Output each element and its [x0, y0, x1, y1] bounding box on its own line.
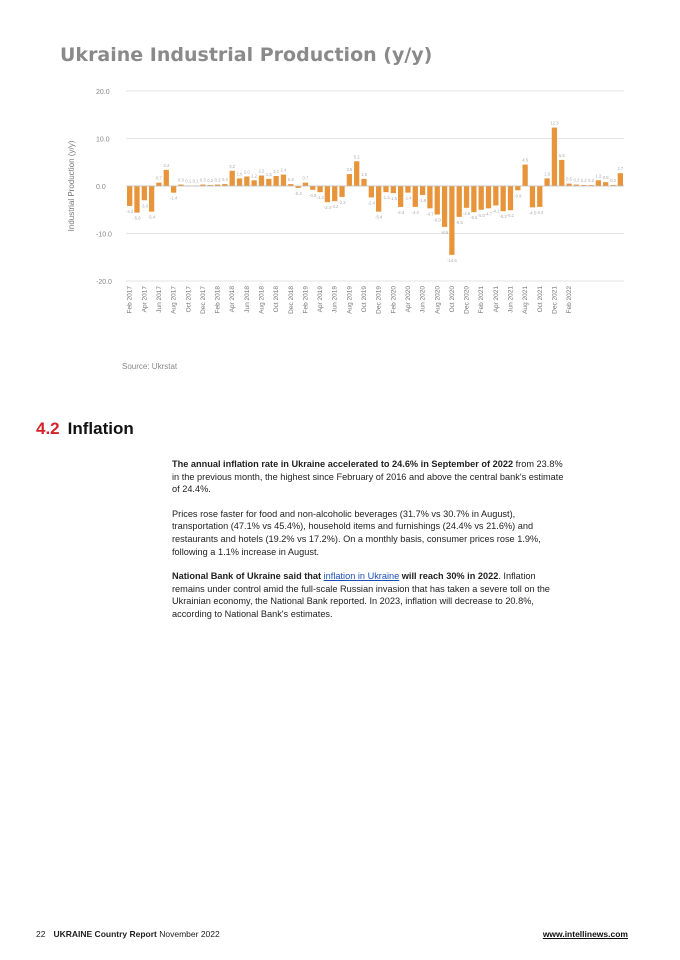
x-tick-label: Feb 2021: [478, 286, 486, 314]
data-label: -1.4: [404, 195, 412, 201]
data-label: -4.5: [528, 210, 537, 216]
data-label: 2.0: [243, 169, 250, 175]
bar: [164, 170, 169, 186]
data-label: -6.5: [455, 219, 463, 225]
data-label: -1.3: [382, 195, 390, 201]
bar: [142, 186, 147, 200]
section-heading: [36, 419, 134, 439]
data-label: -5.1: [506, 213, 515, 219]
bar: [457, 186, 462, 217]
data-label: 2.5: [346, 167, 353, 173]
data-label: -2.3: [338, 199, 346, 205]
bar: [618, 173, 623, 186]
x-tick-label: Apr 2019: [317, 286, 325, 313]
paragraph-2: Prices rose faster for food and non-alcoholic beverages (31.7% vs 30.7% in August), transportation (47.1% vs 45.4%), household items and furnishings (24.4% vs 21.6%) and restaurants and hotels (19.2% vs 17.2%). On a monthly basis, consumer prices rose 1.9%, following a 1.1% increase in August.: [172, 508, 541, 557]
x-tick-label: Oct 2021: [536, 286, 544, 313]
data-label: -3.0: [140, 203, 148, 209]
x-tick-label: Dec 2019: [375, 286, 383, 314]
data-label: 2.7: [617, 166, 624, 172]
x-tick-label: Feb 2022: [566, 286, 574, 314]
paragraph-3: [172, 570, 570, 620]
x-tick-label: Feb 2018: [214, 286, 222, 314]
data-label: 3.4: [163, 162, 170, 168]
data-label: 0.2: [588, 178, 594, 184]
inflation-article: [172, 458, 570, 633]
x-tick-label: Jun 2021: [507, 286, 515, 313]
bar: [252, 180, 257, 186]
data-label: 0.3: [199, 177, 206, 183]
data-label: -14.5: [447, 257, 457, 263]
bar: [413, 186, 418, 207]
bar: [383, 186, 388, 192]
bar: [398, 186, 403, 207]
data-label: -5.3: [499, 214, 507, 220]
data-label: 0.3: [214, 177, 221, 183]
bar: [339, 186, 344, 197]
data-label: -4.7: [426, 211, 434, 217]
data-label: -5.0: [477, 212, 485, 218]
bar: [544, 178, 549, 186]
bar: [427, 186, 432, 208]
data-label: -0.8: [309, 192, 317, 198]
bar: [493, 186, 498, 205]
bar: [603, 182, 608, 186]
data-label: -8.6: [440, 229, 449, 235]
bar: [332, 186, 337, 201]
y-tick-label: 20.0: [96, 89, 110, 96]
bar: [347, 174, 352, 186]
bar: [442, 186, 447, 227]
x-tick-label: Feb 2017: [126, 286, 134, 314]
x-tick-label: Aug 2020: [434, 286, 442, 314]
data-label: -4.7: [484, 211, 493, 217]
bar: [405, 186, 410, 193]
data-label: 0.4: [287, 177, 294, 183]
data-label: 0.8: [602, 175, 609, 181]
data-label: -0.9: [514, 193, 522, 199]
bar: [244, 177, 249, 187]
paragraph-1-body: from 23.8% in the previous month, the highest since February of 2016 and above the central bank's estimate of 24.4%.: [172, 459, 564, 495]
data-label: 0.2: [207, 178, 214, 184]
paragraph-1: [172, 458, 570, 496]
bar: [537, 186, 542, 207]
bar: [134, 186, 139, 213]
data-label: 1.6: [236, 171, 243, 177]
data-label: 1.2: [595, 173, 602, 179]
bar: [508, 186, 513, 210]
bar: [376, 186, 381, 212]
bar: [325, 186, 330, 202]
data-label: 5.2: [353, 154, 360, 160]
bar: [354, 161, 359, 186]
data-label: -4.4: [536, 209, 544, 215]
data-label: 0.1: [185, 178, 192, 184]
data-label: -5.4: [148, 214, 156, 220]
data-label: 1.6: [544, 171, 551, 177]
x-tick-label: Oct 2019: [361, 286, 369, 313]
paragraph-3-lead-end: will reach 30% in 2022: [399, 571, 499, 582]
data-label: -3.2: [331, 204, 339, 210]
data-label: 0.3: [573, 177, 580, 183]
y-tick-label: -20.0: [96, 279, 112, 286]
data-label: 4.5: [522, 157, 529, 163]
x-tick-label: Dec 2018: [287, 286, 295, 314]
data-label: 2.1: [273, 169, 280, 175]
x-tick-label: Jun 2018: [243, 286, 251, 313]
chart-source: Source: Ukrstat: [122, 362, 178, 371]
data-label: -4.6: [462, 210, 471, 216]
data-label: 0.5: [566, 176, 572, 182]
website-link[interactable]: www.intellinews.com: [542, 929, 628, 939]
data-label: -5.6: [133, 215, 141, 221]
x-tick-label: Apr 2021: [492, 286, 500, 313]
bar: [464, 186, 469, 208]
bar: [471, 186, 476, 212]
bar: [266, 179, 271, 186]
data-label: 2.2: [258, 168, 265, 174]
x-tick-label: Dec 2017: [199, 286, 207, 314]
bar: [449, 186, 454, 255]
bar: [530, 186, 535, 207]
data-label: 12.3: [550, 120, 559, 126]
data-label: -4.2: [126, 208, 134, 214]
paragraph-1-lead: The annual inflation rate in Ukraine accelerated to 24.6% in September of 2022: [172, 459, 514, 469]
paragraph-3-lead: National Bank of Ukraine said that: [172, 571, 324, 582]
data-label: 0.7: [156, 175, 162, 181]
bar: [486, 186, 491, 208]
data-label: -1.5: [389, 196, 397, 202]
bar: [501, 186, 506, 211]
bar: [479, 186, 484, 210]
data-label: 2.4: [280, 167, 287, 173]
x-tick-label: Feb 2020: [390, 286, 398, 314]
section-title: Inflation: [67, 419, 134, 438]
bar: [149, 186, 154, 212]
data-label: 0.1: [192, 178, 199, 184]
bar: [259, 176, 264, 186]
x-tick-label: Jun 2020: [419, 286, 427, 313]
data-label: -1.9: [418, 198, 427, 204]
data-label: 1.5: [361, 171, 367, 177]
chart-title: Ukraine Industrial Production (y/y): [60, 44, 433, 66]
data-label: -3.4: [323, 205, 332, 211]
data-label: -5.4: [375, 214, 383, 220]
data-label: -4.4: [411, 209, 419, 215]
data-label: -1.4: [169, 195, 178, 201]
bar: [171, 186, 176, 193]
y-tick-label: 10.0: [96, 136, 110, 144]
data-label: 0.7: [302, 175, 309, 181]
x-tick-label: Aug 2018: [258, 286, 266, 314]
bar: [596, 180, 601, 186]
x-tick-label: Aug 2017: [170, 286, 178, 314]
data-label: -5.5: [470, 215, 478, 221]
bar: [317, 186, 322, 192]
bar: [156, 183, 161, 186]
bar: [230, 171, 235, 186]
y-tick-label: -10.0: [96, 231, 112, 239]
section-number: 4.2: [36, 419, 60, 438]
bar: [559, 160, 564, 186]
y-tick-label: 0.0: [96, 184, 106, 191]
bar: [303, 183, 308, 186]
bar: [391, 186, 396, 193]
data-label: -4.4: [397, 209, 405, 215]
data-label: 3.2: [229, 163, 236, 169]
x-tick-label: Dec 2021: [551, 286, 559, 314]
bar: [369, 186, 374, 197]
bar: [281, 175, 286, 186]
inflation-in-ukraine-link[interactable]: inflation in Ukraine: [323, 571, 400, 582]
x-tick-label: Jun 2019: [331, 286, 339, 313]
footer-left: [36, 929, 220, 939]
bar: [552, 128, 557, 186]
data-label: 1.2: [251, 173, 258, 179]
bar: [310, 186, 315, 190]
y-axis-label: Industrial Production (y/y): [67, 140, 76, 232]
bar: [273, 176, 278, 186]
x-tick-label: Apr 2018: [229, 286, 237, 313]
x-tick-label: Jun 2017: [155, 286, 163, 313]
data-label: -2.4: [367, 200, 375, 206]
data-label: 0.2: [610, 178, 616, 184]
bar: [361, 179, 366, 186]
x-tick-label: Apr 2017: [141, 286, 149, 313]
bar: [237, 178, 242, 186]
data-label: -0.4: [294, 190, 302, 196]
x-tick-label: Feb 2019: [302, 286, 310, 314]
x-tick-label: Oct 2018: [273, 286, 281, 313]
page-number: 22: [36, 929, 46, 939]
bar: [127, 186, 132, 206]
x-tick-label: Oct 2017: [185, 286, 193, 313]
data-label: 1.5: [265, 171, 272, 177]
bar: [435, 186, 440, 215]
x-tick-label: Aug 2019: [346, 286, 354, 314]
x-tick-label: Aug 2021: [522, 286, 530, 314]
x-tick-label: Apr 2020: [404, 286, 412, 313]
x-tick-label: Oct 2020: [448, 286, 456, 313]
data-label: -6.0: [433, 217, 441, 223]
industrial-production-chart: [0, 0, 680, 360]
report-date: November 2022: [156, 929, 220, 939]
bar: [522, 165, 527, 186]
data-label: 0.3: [178, 177, 184, 183]
data-label: -4.1: [492, 208, 500, 214]
bar: [420, 186, 425, 195]
data-label: 0.2: [580, 178, 587, 184]
data-label: -1.3: [316, 195, 324, 201]
bar: [515, 186, 520, 190]
x-tick-label: Dec 2020: [463, 286, 471, 314]
data-label: 5.5: [558, 152, 565, 158]
paragraph-3-body: . Inflation remains under control amid the full-scale Russian invasion that has taken a severe toll on the Ukrainian economy, the National Bank reported. In 2023, inflation will decrease to 20.8%, according to National Bank's estimates.: [172, 571, 550, 619]
data-label: 0.4: [221, 177, 228, 183]
report-name: UKRAINE Country Report: [53, 929, 157, 939]
